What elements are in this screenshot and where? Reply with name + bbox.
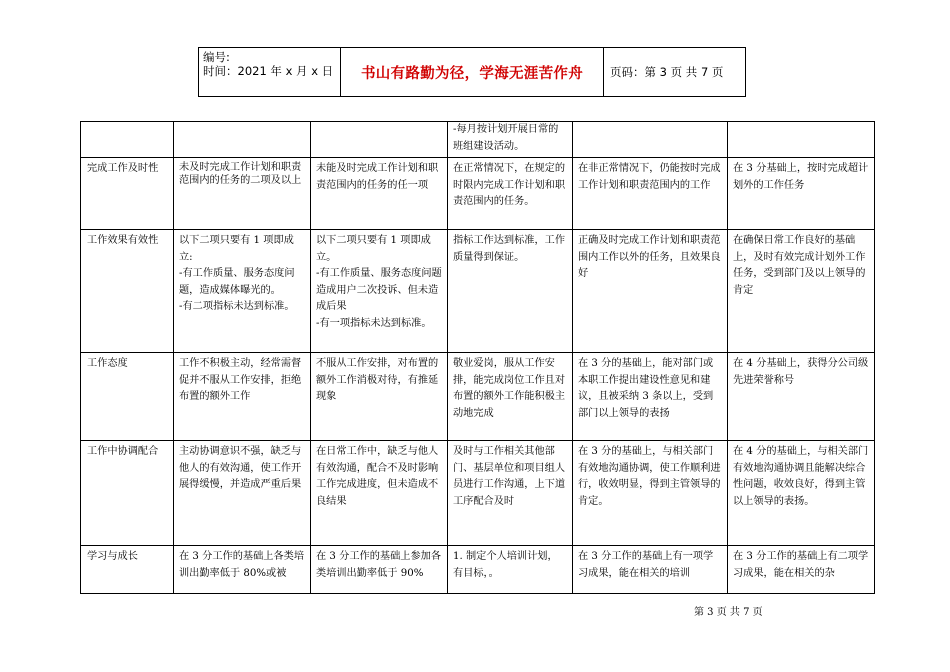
number-label: 编号: (203, 50, 230, 64)
table-cell: -每月按计划开展日常的班组建设活动。 (448, 122, 573, 158)
header-motto: 书山有路勤为径，学海无涯苦作舟 (341, 48, 604, 96)
table-cell: 在日常工作中，缺乏与他人有效沟通，配合不及时影响工作完成进度，但未造成不良结果 (311, 441, 448, 546)
table-row (81, 546, 875, 594)
evaluation-table (80, 121, 875, 594)
table-cell: 在 3 分基础上，按时完成超计划外的工作任务 (728, 158, 875, 230)
row-label: 工作效果有效性 (81, 230, 174, 353)
table-cell: 不服从工作安排，对布置的额外工作消极对待，有推延现象 (311, 353, 448, 441)
table-cell (174, 122, 311, 158)
table-cell (573, 122, 728, 158)
table-cell: 在非正常情况下，仍能按时完成工作计划和职责范围内的工作 (573, 158, 728, 230)
table-cell: 以下二项只要有 1 项即成立。 -有工作质量、服务态度问题造成用户二次投诉、但未造成后果 -有一项指标未达到标准。 (311, 230, 448, 353)
table-cell: 在 4 分的基础上，与相关部门有效地沟通协调且能解决综合性问题，收效良好，得到主管以上领导的表扬。 (728, 441, 875, 546)
table-cell (728, 122, 875, 158)
table-row (81, 158, 875, 230)
table-row (81, 441, 875, 546)
table-cell: 指标工作达到标准，工作质量得到保证。 (448, 230, 573, 353)
table-cell: 未及时完成工作计划和职责范围内的任务的二项及以上 (174, 158, 311, 230)
table-cell: 在 3 分的基础上，能对部门或本职工作提出建设性意见和建议，且被采纳 3 条以上，受到部门以上领导的表扬 (573, 353, 728, 441)
table-row (81, 230, 875, 353)
table-cell: 在 3 分工作的基础上参加各类培训出勤率低于 90% (311, 546, 448, 594)
table-cell: 1. 制定个人培训计划，有目标，。 (448, 546, 573, 594)
table-cell: 在确保日常工作良好的基础上，及时有效完成计划外工作任务，受到部门及以上领导的肯定 (728, 230, 875, 353)
page-footer: 第 3 页 共 7 页 (694, 607, 763, 618)
header-meta (199, 48, 341, 96)
table-cell: 敬业爱岗，服从工作安排，能完成岗位工作且对布置的额外工作能积极主动地完成 (448, 353, 573, 441)
row-label: 完成工作及时性 (81, 158, 174, 230)
row-label: 学习与成长 (81, 546, 174, 594)
row-label (81, 122, 174, 158)
table-cell: 在 3 分工作的基础上有二项学习成果，能在相关的杂 (728, 546, 875, 594)
table-cell: 工作不积极主动，经常需督促并不服从工作安排，拒绝布置的额外工作 (174, 353, 311, 441)
table-cell: 及时与工作相关其他部门、基层单位和项目组人员进行工作沟通，上下道工序配合及时 (448, 441, 573, 546)
row-label: 工作中协调配合 (81, 441, 174, 546)
document-header (198, 47, 746, 97)
table-cell: 以下二项只要有 1 项即成立: -有工作质量、服务态度问题，造成媒体曝光的。 -有二项指标未达到标准。 (174, 230, 311, 353)
time-label: 时间：2021 年 x 月 x 日 (203, 64, 334, 78)
row-label: 工作态度 (81, 353, 174, 441)
header-page-info: 页码：第 3 页 共 7 页 (610, 65, 724, 79)
table-row (81, 353, 875, 441)
table-cell: 未能及时完成工作计划和职责范围内的任务的任一项 (311, 158, 448, 230)
table-cell: 在 3 分的基础上，与相关部门有效地沟通协调，使工作顺利进行，收效明显，得到主管领导的肯定。 (573, 441, 728, 546)
table-cell (311, 122, 448, 158)
table-cell: 正确及时完成工作计划和职责范围内工作以外的任务，且效果良好 (573, 230, 728, 353)
table-cell: 在 3 分工作的基础上各类培训出勤率低于 80%或被 (174, 546, 311, 594)
table-row (81, 122, 875, 158)
table-cell: 在 3 分工作的基础上有一项学习成果，能在相关的培训 (573, 546, 728, 594)
table-cell: 主动协调意识不强，缺乏与他人的有效沟通，使工作开展得缓慢，并造成严重后果 (174, 441, 311, 546)
table-cell: 在正常情况下，在规定的时限内完成工作计划和职责范围内的任务。 (448, 158, 573, 230)
table-cell: 在 4 分基础上，获得分公司级先进荣誉称号 (728, 353, 875, 441)
